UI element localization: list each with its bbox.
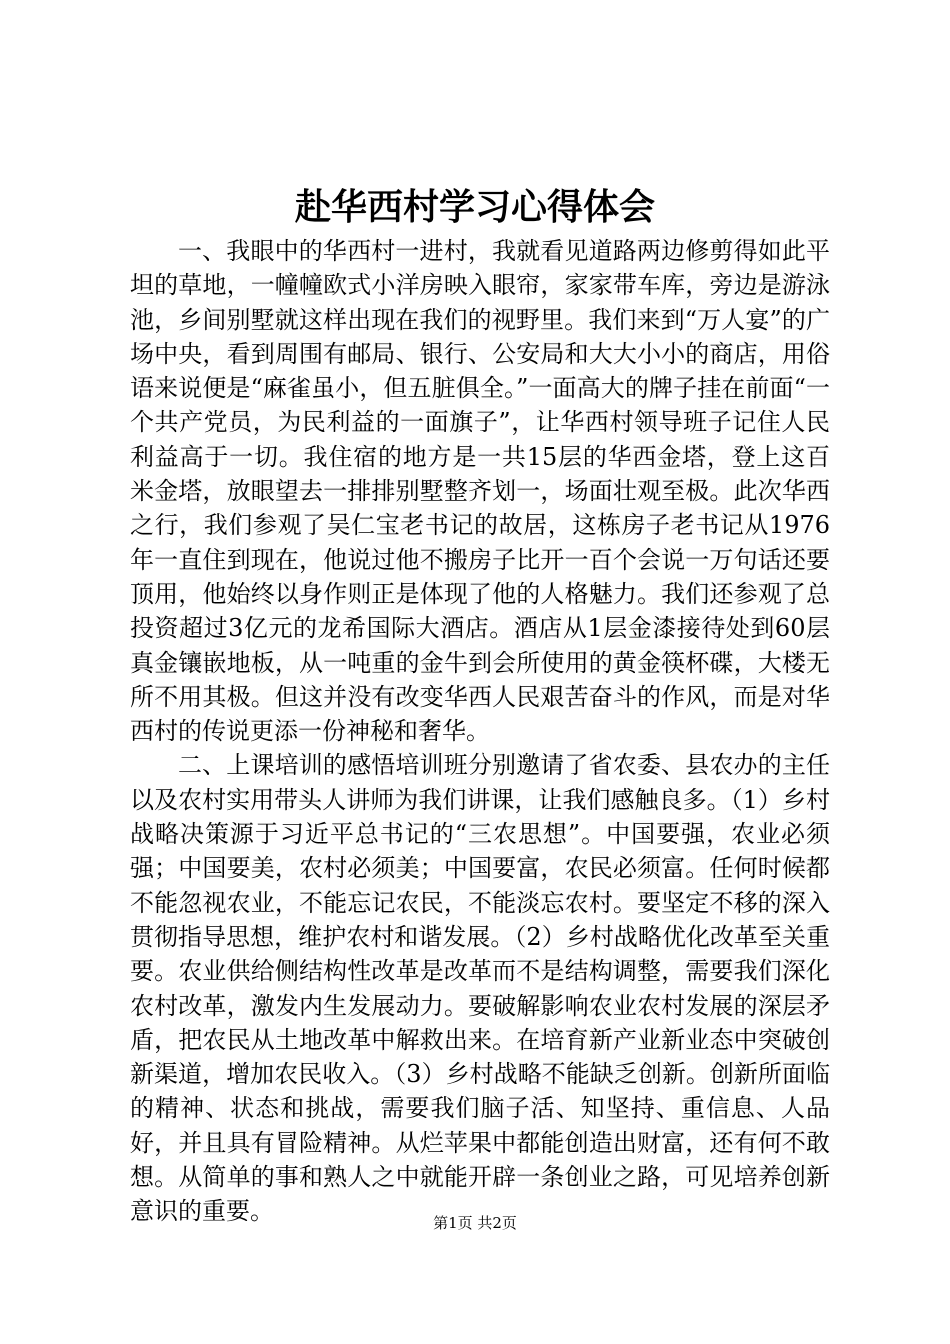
page-title: 赴华西村学习心得体会 <box>294 187 655 228</box>
paragraph-2: 二、上课培训的感悟培训班分别邀请了省农委、县农办的主任以及农村实用带头人讲师为我们讲课，让我们感触良多。（1）乡村战略决策源于习近平总书记的“三农思想”。中国要强，农业必须强；中国要美，农村必须美；中国要富，农民必须富。任何时候都不能忽视农业，不能忘记农民，不能淡忘农村。要坚定不移的深入贯彻指导思想，维护农村和谐发展。（2）乡村战略优化改革至关重要。农业供给侧结构性改革是改革而不是结构调整，需要我们深化农村改革，激发内生发展动力。要破解影响农业农村发展的深层矛盾，把农民从土地改革中解救出来。在培育新产业新业态中突破创新渠道，增加农民收入。（3）乡村战略不能缺乏创新。创新所面临的精神、状态和挑战，需要我们脑子活、知坚持、重信息、人品好，并且具有冒险精神。从烂苹果中都能创造出财富，还有何不敢想。从简单的事和熟人之中就能开辟一条创业之路，可见培养创新意识的重要。 <box>130 751 830 1226</box>
paragraph-1: 一、我眼中的华西村一进村，我就看见道路两边修剪得如此平坦的草地，一幢幢欧式小洋房映入眼帘，家家带车库，旁边是游泳池，乡间别墅就这样出现在我们的视野里。我们来到“万人宴”的广场中央，看到周围有邮局、银行、公安局和大大小小的商店，用俗语来说便是“麻雀虽小，但五脏俱全。”一面高大的牌子挂在前面“一个共产党员，为民利益的一面旗子”，让华西村领导班子记住人民利益高于一切。我住宿的地方是一共15层的华西金塔，登上这百米金塔，放眼望去一排排别墅整齐划一，场面壮观至极。此次华西之行，我们参观了吴仁宝老书记的故居，这栋房子老书记从1976年一直住到现在，他说过他不搬房子比开一百个会说一万句话还要顶用，他始终以身作则正是体现了他的人格魅力。我们还参观了总投资超过3亿元的龙希国际大酒店。酒店从1层金漆接待处到60层真金镶嵌地板，从一吨重的金牛到会所使用的黄金筷杯碟，大楼无所不用其极。但这并没有改变华西人民艰苦奋斗的作风，而是对华西村的传说更添一份神秘和奢华。 <box>130 237 830 746</box>
page-number: 第1页 共2页 <box>433 1214 517 1232</box>
document-body <box>130 234 830 1229</box>
